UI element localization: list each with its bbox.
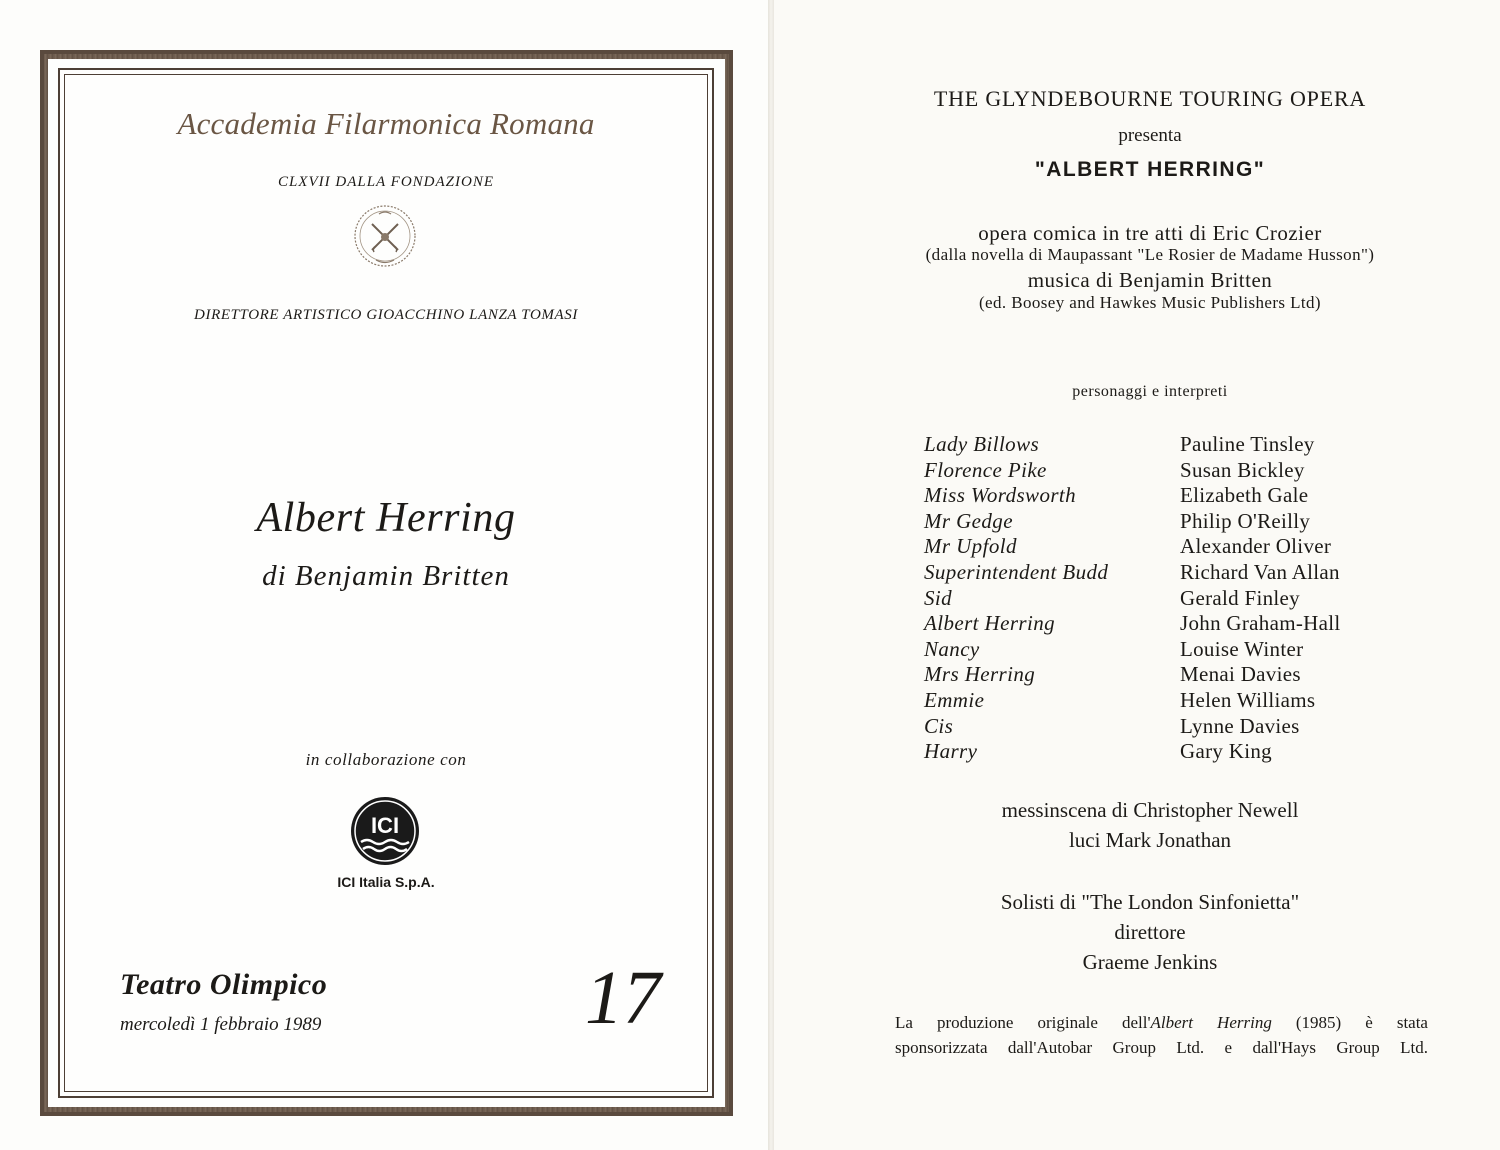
performer-name: Gary King — [1180, 739, 1272, 764]
collaboration-label: in collaborazione con — [305, 750, 467, 769]
role-name: Mrs Herring — [924, 662, 1036, 687]
performer-name: Richard Van Allan — [1180, 559, 1340, 584]
presents-label: presenta — [1118, 125, 1182, 146]
performer-name: Louise Winter — [1180, 636, 1304, 661]
credits-suffix: (1985) è stata — [1271, 1013, 1428, 1032]
opera-title: Albert Herring — [256, 495, 516, 541]
artistic-director: DIRETTORE ARTISTICO GIOACCHINO LANZA TOMASI — [194, 307, 578, 323]
cast-heading: personaggi e interpreti — [1072, 383, 1228, 400]
role-name: Superintendent Budd — [924, 559, 1109, 584]
performer-name: Menai Davies — [1180, 662, 1301, 687]
performer-name: Alexander Oliver — [1180, 534, 1332, 559]
company-name: THE GLYNDEBOURNE TOURING OPERA — [933, 86, 1367, 111]
role-name: Sid — [924, 585, 953, 610]
role-name: Lady Billows — [924, 432, 1040, 456]
publisher-credit: (ed. Boosey and Hawkes Music Publishers Ltd) — [979, 293, 1321, 312]
role-name: Mr Upfold — [924, 534, 1017, 559]
sponsor-name: ICI Italia S.p.A. — [337, 874, 435, 890]
svg-text:ICI: ICI — [370, 813, 400, 838]
role-name: Albert Herring — [924, 611, 1056, 636]
role-name: Cis — [924, 713, 954, 738]
programme-title: "ALBERT HERRING" — [1034, 158, 1266, 181]
literary-source: (dalla novella di Maupassant "Le Rosier de Madame Husson") — [925, 245, 1375, 264]
performance-date: mercoledì 1 febbraio 1989 — [120, 1014, 322, 1035]
role-name: Mr Gedge — [924, 508, 1013, 533]
music-credit: musica di Benjamin Britten — [1027, 268, 1273, 292]
performer-name: John Graham-Hall — [1180, 611, 1341, 636]
performer-name: Susan Bickley — [1180, 457, 1305, 482]
performer-name: Helen Williams — [1180, 687, 1316, 712]
staging-credit: messinscena di Christopher Newell — [1001, 798, 1299, 822]
venue: Teatro Olimpico — [120, 968, 328, 1001]
performer-name: Pauline Tinsley — [1180, 432, 1315, 456]
academy-name: Accademia Filarmonica Romana — [177, 106, 595, 141]
foundation-line: CLXVII DALLA FONDAZIONE — [277, 174, 495, 190]
production-credits-line-1 — [895, 1013, 1428, 1033]
role-name: Nancy — [924, 636, 980, 661]
role-name: Emmie — [924, 687, 985, 712]
role-name: Harry — [924, 739, 978, 764]
issue-number: 17 — [585, 956, 661, 1040]
credits-prefix: La produzione originale dell' — [895, 1013, 1151, 1032]
performer-name: Elizabeth Gale — [1180, 483, 1309, 508]
opera-subtitle: opera comica in tre atti di Eric Crozier — [978, 221, 1322, 245]
opera-composer: di Benjamin Britten — [262, 560, 510, 592]
credits-title: Albert Herring — [1150, 1013, 1272, 1032]
academy-emblem-icon — [350, 200, 420, 272]
ici-logo-icon — [349, 795, 421, 867]
conductor-label: direttore — [1114, 920, 1186, 944]
role-name: Florence Pike — [924, 457, 1047, 482]
performer-name: Philip O'Reilly — [1180, 508, 1311, 533]
conductor-name: Graeme Jenkins — [1082, 950, 1218, 974]
role-name: Miss Wordsworth — [924, 483, 1077, 508]
page-gutter — [768, 0, 774, 1150]
performer-name: Gerald Finley — [1180, 585, 1300, 610]
performer-name: Lynne Davies — [1180, 713, 1300, 738]
production-credits-line-2: sponsorizzata dall'Autobar Group Ltd. e dall'Hays Group Ltd. — [895, 1038, 1428, 1057]
lighting-credit: luci Mark Jonathan — [1068, 828, 1232, 852]
soloists-credit: Solisti di "The London Sinfonietta" — [1000, 890, 1300, 914]
